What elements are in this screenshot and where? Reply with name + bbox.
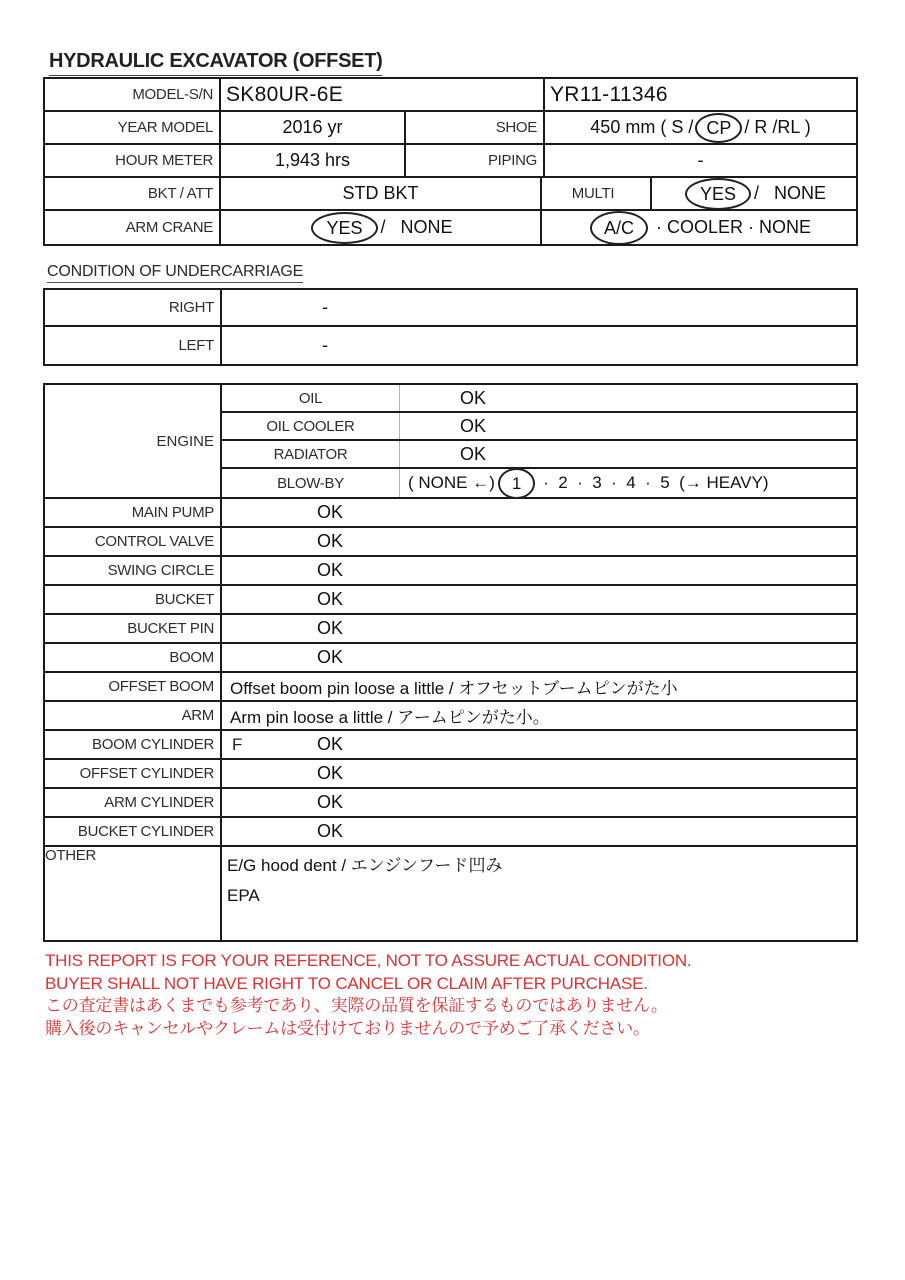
row-offset-cylinder bbox=[45, 760, 856, 789]
undercarriage-left-row bbox=[45, 327, 856, 364]
row-other bbox=[45, 847, 856, 940]
engine-blowby-row bbox=[222, 469, 856, 497]
left-value: - bbox=[322, 335, 328, 355]
main-pump-value: OK bbox=[317, 502, 344, 522]
model-value: SK80UR-6E bbox=[221, 79, 545, 110]
swing-circle-label: SWING CIRCLE bbox=[45, 557, 222, 584]
blowby-label: BLOW-BY bbox=[222, 469, 400, 497]
engine-label: ENGINE bbox=[45, 385, 222, 497]
multi-value-rest: / NONE bbox=[754, 183, 827, 203]
inspection-table bbox=[43, 383, 858, 942]
hour-piping-row bbox=[45, 145, 856, 178]
engine-oil-value: OK bbox=[460, 387, 487, 408]
engine-oil-label: OIL bbox=[222, 385, 400, 411]
offset-cylinder-value: OK bbox=[317, 763, 344, 783]
other-line-2: EPA bbox=[227, 886, 260, 905]
engine-radiator-label: RADIATOR bbox=[222, 441, 400, 467]
offset-boom-value: Offset boom pin loose a little / オフセットブームピンがた小 bbox=[230, 679, 678, 698]
control-valve-value: OK bbox=[317, 531, 344, 551]
year-value: 2016 yr bbox=[221, 112, 406, 143]
boom-cylinder-stray-mark: F bbox=[232, 734, 243, 754]
model-row bbox=[45, 79, 856, 112]
row-swing-circle bbox=[45, 557, 856, 586]
boom-label: BOOM bbox=[45, 644, 222, 671]
ac-cooler-value bbox=[542, 211, 856, 244]
blowby-scale-prefix: ( NONE ←) bbox=[408, 473, 495, 492]
undercarriage-heading: CONDITION OF UNDERCARRIAGE bbox=[47, 263, 303, 283]
engine-oil-row bbox=[222, 385, 856, 413]
page-title: HYDRAULIC EXCAVATOR (OFFSET) bbox=[49, 50, 382, 76]
ac-value-rest: · COOLER · NONE bbox=[651, 217, 812, 237]
swing-circle-value: OK bbox=[317, 560, 344, 580]
multi-label: MULTI bbox=[542, 178, 652, 209]
bkt-multi-row bbox=[45, 178, 856, 211]
boom-cylinder-ok: OK bbox=[317, 734, 344, 754]
arm-crane-circled-option: YES bbox=[311, 212, 377, 244]
bucket-label: BUCKET bbox=[45, 586, 222, 613]
offset-cylinder-label: OFFSET CYLINDER bbox=[45, 760, 222, 787]
engine-radiator-value: OK bbox=[460, 443, 487, 464]
disclaimer-line-en-2: BUYER SHALL NOT HAVE RIGHT TO CANCEL OR CLAIM AFTER PURCHASE. bbox=[45, 973, 648, 993]
armcrane-ac-row bbox=[45, 211, 856, 244]
disclaimer bbox=[45, 950, 691, 1040]
bucket-value: OK bbox=[317, 589, 344, 609]
bkt-att-label: BKT / ATT bbox=[45, 178, 221, 209]
bucket-pin-label: BUCKET PIN bbox=[45, 615, 222, 642]
row-main-pump bbox=[45, 499, 856, 528]
year-shoe-row bbox=[45, 112, 856, 145]
bucket-cylinder-label: BUCKET CYLINDER bbox=[45, 818, 222, 845]
arm-crane-value-rest: / NONE bbox=[380, 217, 453, 237]
row-arm bbox=[45, 702, 856, 731]
row-boom-cylinder bbox=[45, 731, 856, 760]
shoe-label: SHOE bbox=[406, 112, 545, 143]
disclaimer-line-en-1: THIS REPORT IS FOR YOUR REFERENCE, NOT TO ASSURE ACTUAL CONDITION. bbox=[45, 951, 692, 970]
blowby-value bbox=[400, 469, 856, 497]
ac-circled-option: A/C bbox=[590, 211, 648, 244]
arm-crane-value bbox=[221, 211, 542, 244]
other-value bbox=[222, 847, 856, 940]
arm-label: ARM bbox=[45, 702, 222, 729]
year-label: YEAR MODEL bbox=[45, 112, 221, 143]
arm-value: Arm pin loose a little / アームピンがた小。 bbox=[230, 708, 550, 727]
other-label: OTHER bbox=[45, 847, 222, 940]
offset-boom-label: OFFSET BOOM bbox=[45, 673, 222, 700]
shoe-value-prefix: 450 mm ( S / bbox=[590, 117, 694, 137]
shoe-circled-option: CP bbox=[695, 113, 742, 143]
engine-block bbox=[45, 385, 856, 499]
piping-label: PIPING bbox=[406, 145, 545, 176]
main-pump-label: MAIN PUMP bbox=[45, 499, 222, 526]
engine-subrows bbox=[222, 385, 856, 497]
bucket-pin-value: OK bbox=[317, 618, 344, 638]
shoe-value-suffix: / R /RL ) bbox=[744, 117, 811, 137]
row-bucket-pin bbox=[45, 615, 856, 644]
engine-radiator-row bbox=[222, 441, 856, 469]
left-label: LEFT bbox=[45, 327, 222, 364]
header-table bbox=[43, 77, 858, 246]
model-label: MODEL-S/N bbox=[45, 79, 221, 110]
shoe-value bbox=[545, 112, 856, 143]
other-line-1: E/G hood dent / エンジンフード凹み bbox=[227, 856, 503, 875]
right-label: RIGHT bbox=[45, 290, 222, 325]
undercarriage-right-row bbox=[45, 290, 856, 327]
row-control-valve bbox=[45, 528, 856, 557]
multi-value bbox=[652, 178, 856, 209]
disclaimer-line-ja-2: 購入後のキャンセルやクレームは受付けておりませんので予めご了承ください。 bbox=[45, 1018, 650, 1038]
hour-meter-value: 1,943 hrs bbox=[221, 145, 406, 176]
row-offset-boom bbox=[45, 673, 856, 702]
boom-value: OK bbox=[317, 647, 344, 667]
piping-value: - bbox=[697, 150, 704, 170]
boom-cylinder-value bbox=[222, 731, 856, 758]
arm-crane-label: ARM CRANE bbox=[45, 211, 221, 244]
disclaimer-line-ja-1: この査定書はあくまでも参考であり、実際の品質を保証するものではありません。 bbox=[45, 996, 668, 1015]
row-bucket bbox=[45, 586, 856, 615]
control-valve-label: CONTROL VALVE bbox=[45, 528, 222, 555]
hour-meter-label: HOUR METER bbox=[45, 145, 221, 176]
bkt-att-value: STD BKT bbox=[221, 178, 542, 209]
row-boom bbox=[45, 644, 856, 673]
undercarriage-table bbox=[43, 288, 858, 366]
bucket-cylinder-value: OK bbox=[317, 821, 344, 841]
engine-oil-cooler-label: OIL COOLER bbox=[222, 413, 400, 439]
row-bucket-cylinder bbox=[45, 818, 856, 847]
multi-circled-option: YES bbox=[685, 178, 751, 209]
boom-cylinder-label: BOOM CYLINDER bbox=[45, 731, 222, 758]
row-arm-cylinder bbox=[45, 789, 856, 818]
blowby-circled-rating: 1 bbox=[498, 468, 535, 499]
arm-cylinder-value: OK bbox=[317, 792, 344, 812]
blowby-scale-suffix: · 2 · 3 · 4 · 5 (→ HEAVY) bbox=[538, 473, 769, 492]
arm-cylinder-label: ARM CYLINDER bbox=[45, 789, 222, 816]
serial-value: YR11-11346 bbox=[550, 82, 668, 106]
engine-oil-cooler-value: OK bbox=[460, 415, 487, 436]
engine-oil-cooler-row bbox=[222, 413, 856, 441]
right-value: - bbox=[322, 297, 328, 317]
